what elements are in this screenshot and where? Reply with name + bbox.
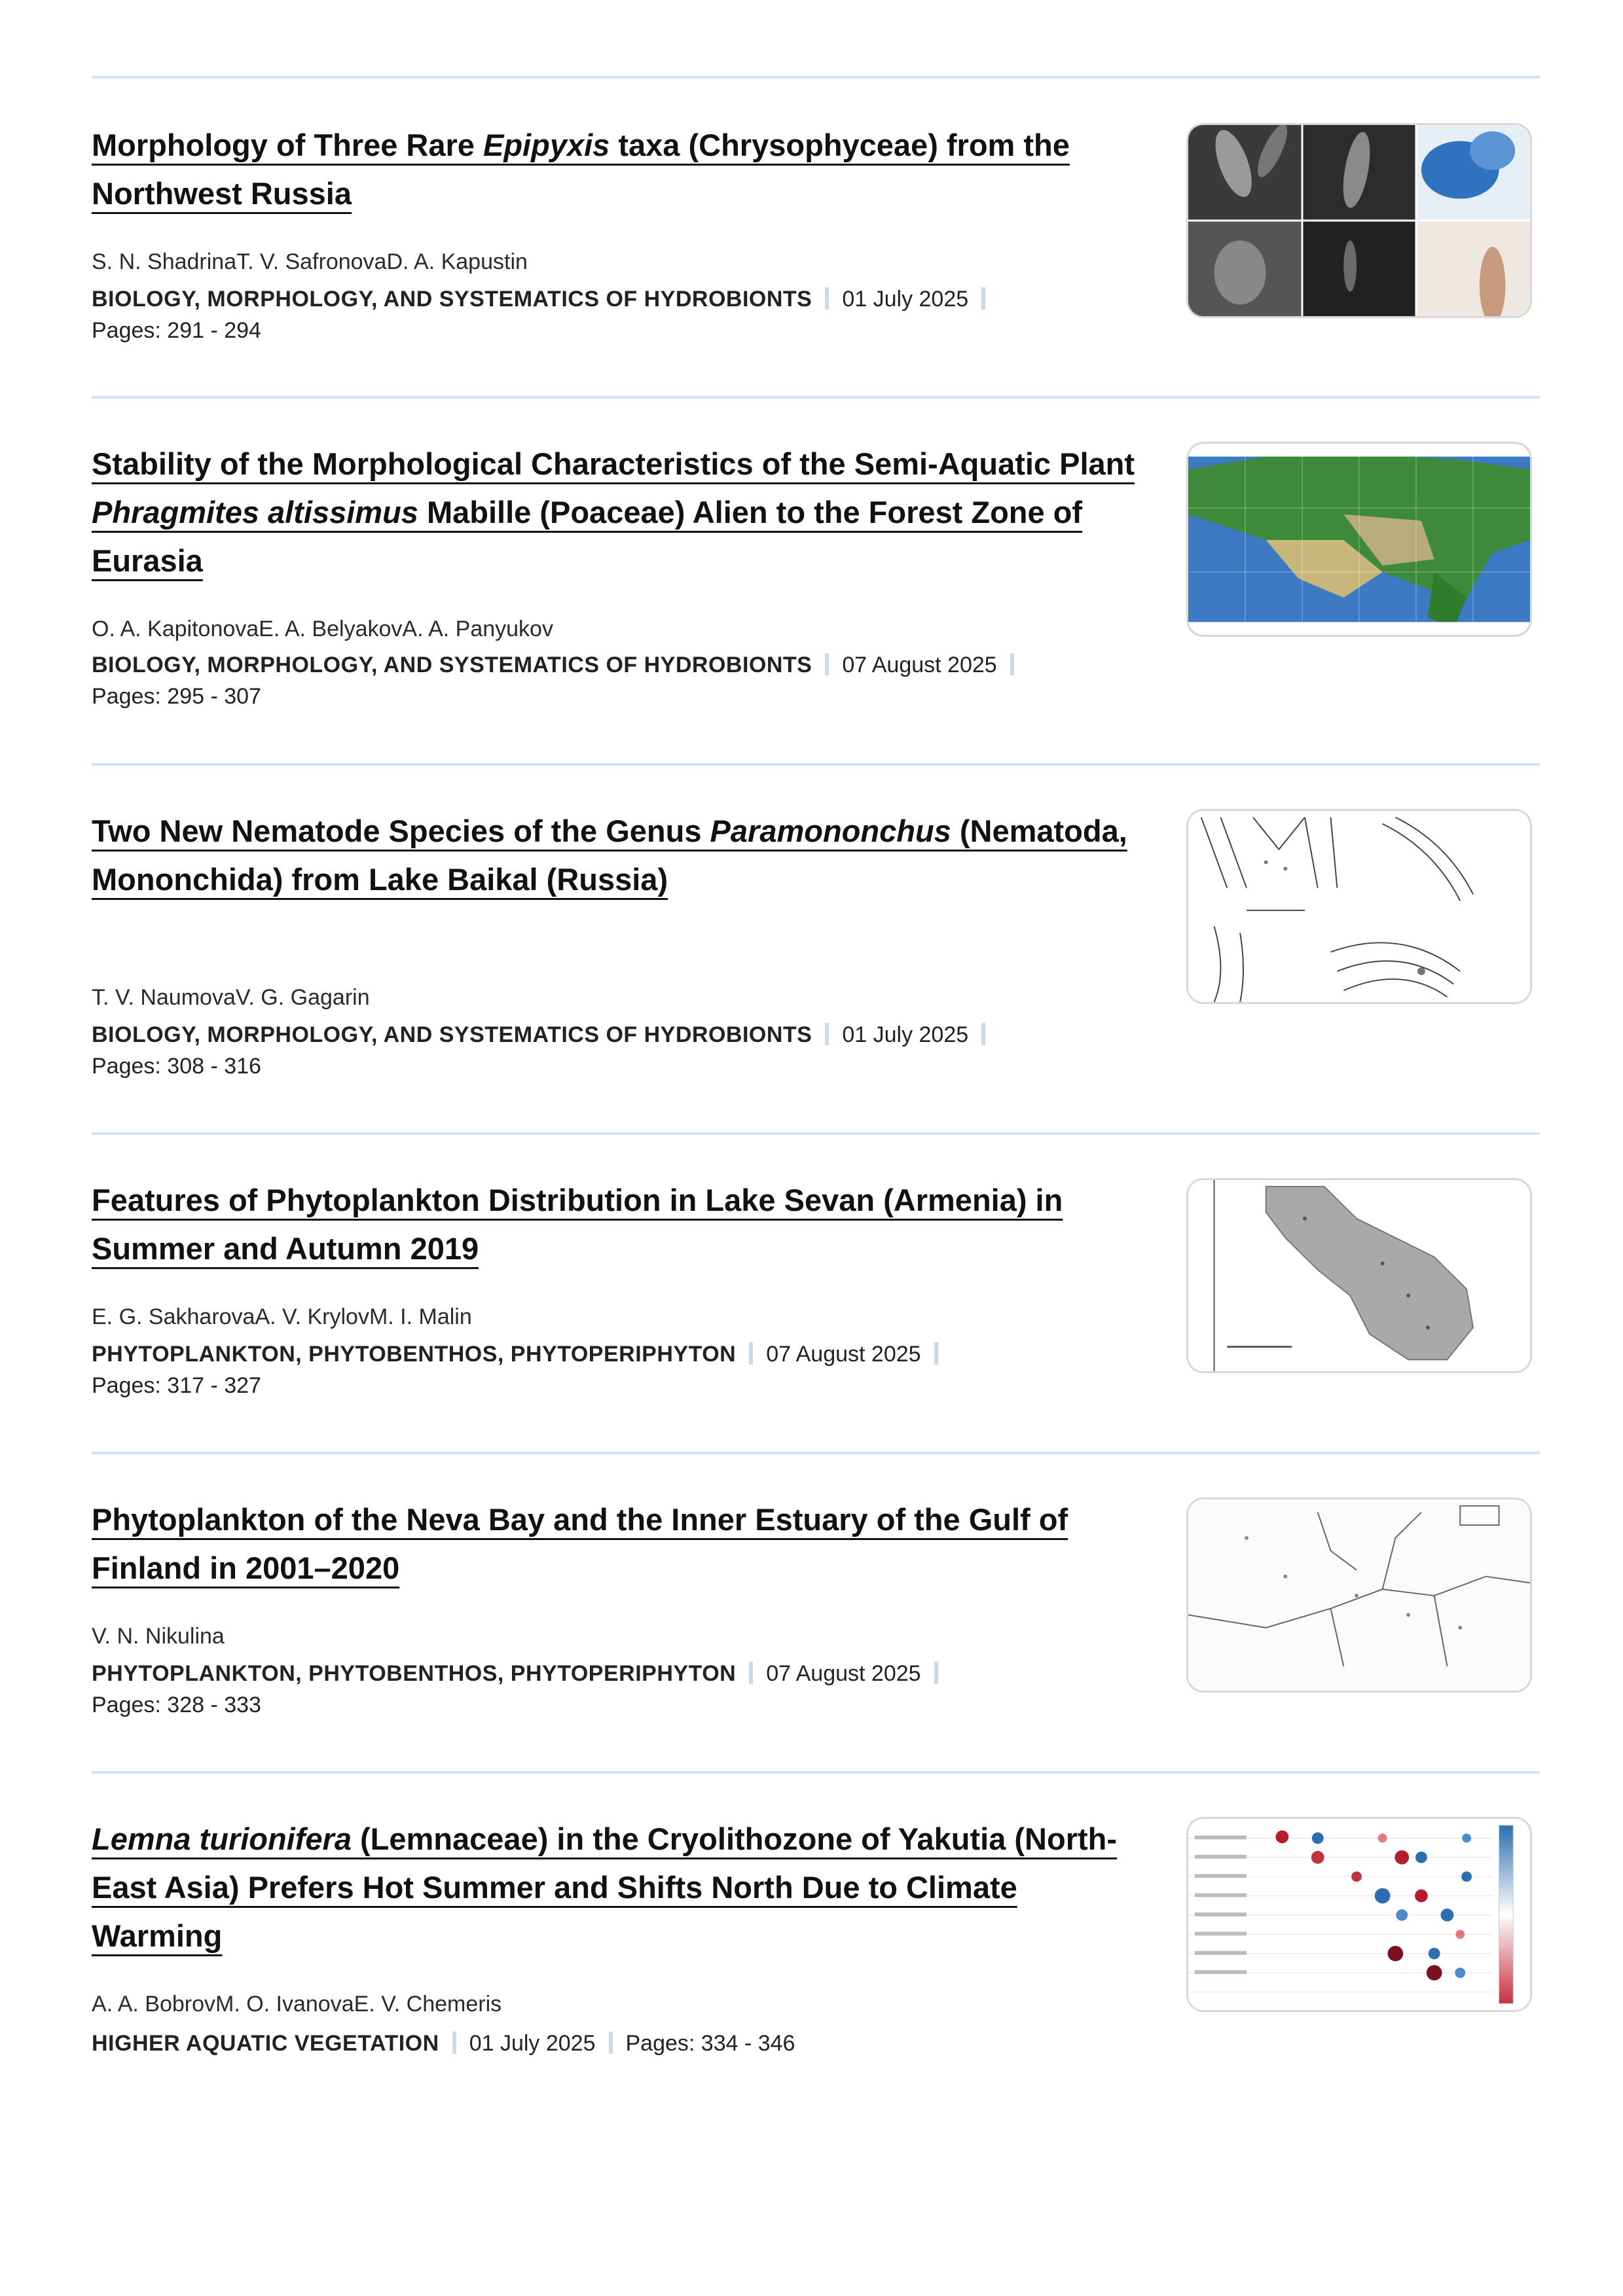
divider-bar [452, 2032, 456, 2054]
article-meta [92, 1019, 1205, 1082]
article-title-link[interactable]: Lemna turionifera (Lemnaceae) in the Cryolithozone of Yakutia (North-East Asia) Prefers Hot Summer and Shifts North Due to Climate Warming [92, 1821, 1118, 1953]
article-date: 07 August 2025 [766, 1661, 921, 1686]
article-authors: V. N. Nikulina [92, 1624, 225, 1649]
article-pages: Pages: 308 - 316 [92, 1054, 261, 1079]
article-date: 01 July 2025 [842, 287, 969, 312]
article-meta [92, 1658, 1205, 1721]
article-meta [92, 1338, 1205, 1401]
divider-bar [749, 1342, 753, 1365]
article-pages: Pages: 334 - 346 [625, 2031, 795, 2056]
separator [92, 763, 1540, 766]
article-pages: Pages: 291 - 294 [92, 318, 261, 343]
article-category[interactable]: PHYTOPLANKTON, PHYTOBENTHOS, PHYTOPERIPHYTON [92, 1342, 737, 1367]
divider-bar [981, 1023, 985, 1045]
eurasia-map-image[interactable] [1186, 442, 1532, 637]
article-title[interactable] [92, 1815, 1139, 1960]
article-title-link[interactable]: Features of Phytoplankton Distribution in Lake Sevan (Armenia) in Summer and Autumn 2019 [92, 1183, 1063, 1266]
article-category[interactable]: PHYTOPLANKTON, PHYTOBENTHOS, PHYTOPERIPHYTON [92, 1661, 737, 1686]
nematode-drawing-image[interactable] [1186, 809, 1532, 1004]
divider-bar [981, 287, 985, 310]
article-item [92, 440, 1540, 715]
article-title[interactable] [92, 121, 1139, 218]
article-authors: O. A. KapitonovaE. A. BelyakovA. A. Panyukov [92, 617, 553, 641]
article-title[interactable] [92, 807, 1139, 904]
article-authors: A. A. BobrovM. O. IvanovaE. V. Chemeris [92, 1992, 502, 2017]
micrograph-grid-image[interactable] [1186, 123, 1532, 318]
divider-bar [934, 1342, 938, 1365]
article-pages: Pages: 295 - 307 [92, 684, 261, 709]
article-title[interactable] [92, 1176, 1139, 1273]
article-authors: S. N. ShadrinaT. V. SafronovaD. A. Kapustin [92, 249, 528, 274]
correlation-matrix-image[interactable] [1186, 1817, 1532, 2012]
article-date: 07 August 2025 [766, 1342, 921, 1367]
divider-bar [825, 287, 829, 310]
article-category[interactable]: HIGHER AQUATIC VEGETATION [92, 2031, 439, 2056]
divider-bar [609, 2032, 613, 2054]
article-title-link[interactable]: Stability of the Morphological Characteristics of the Semi-Aquatic Plant Phragmites altissimus Mabille (Poaceae) Alien to the Forest Zone of Eurasia [92, 446, 1135, 578]
article-title-link[interactable]: Phytoplankton of the Neva Bay and the Inner Estuary of the Gulf of Finland in 2001–2020 [92, 1502, 1068, 1585]
article-pages: Pages: 317 - 327 [92, 1373, 261, 1398]
article-item [92, 1176, 1540, 1412]
article-category[interactable]: BIOLOGY, MORPHOLOGY, AND SYSTEMATICS OF HYDROBIONTS [92, 287, 812, 312]
article-item [92, 1496, 1540, 1731]
divider-bar [934, 1662, 938, 1684]
article-title-link[interactable]: Morphology of Three Rare Epipyxis taxa (Chrysophyceae) from the Northwest Russia [92, 128, 1070, 211]
article-meta [92, 2028, 1205, 2059]
article-item [92, 121, 1540, 357]
article-pages: Pages: 328 - 333 [92, 1693, 261, 1717]
article-date: 01 July 2025 [469, 2031, 596, 2056]
article-category[interactable]: BIOLOGY, MORPHOLOGY, AND SYSTEMATICS OF HYDROBIONTS [92, 1022, 812, 1047]
divider-bar [825, 1023, 829, 1045]
article-title[interactable] [92, 440, 1139, 585]
article-authors: T. V. NaumovaV. G. Gagarin [92, 985, 370, 1010]
article-title[interactable] [92, 1496, 1139, 1592]
neva-bay-map-image[interactable] [1186, 1498, 1532, 1693]
article-meta [92, 283, 1205, 346]
separator [92, 1452, 1540, 1454]
divider-bar [749, 1662, 753, 1684]
separator [92, 1771, 1540, 1774]
article-title-link[interactable]: Two New Nematode Species of the Genus Paramononchus (Nematoda, Mononchida) from Lake Baikal (Russia) [92, 814, 1127, 897]
divider-bar [1010, 653, 1014, 675]
article-item [92, 807, 1540, 1082]
article-category[interactable]: BIOLOGY, MORPHOLOGY, AND SYSTEMATICS OF HYDROBIONTS [92, 653, 812, 677]
separator [92, 396, 1540, 399]
article-item [92, 1815, 1540, 2077]
separator [92, 76, 1540, 79]
separator [92, 1132, 1540, 1135]
lake-sevan-map-image[interactable] [1186, 1178, 1532, 1373]
divider-bar [825, 653, 829, 675]
article-authors: E. G. SakharovaA. V. KrylovM. I. Malin [92, 1304, 472, 1329]
article-date: 01 July 2025 [842, 1022, 969, 1047]
article-meta [92, 649, 1205, 712]
article-date: 07 August 2025 [842, 653, 997, 677]
